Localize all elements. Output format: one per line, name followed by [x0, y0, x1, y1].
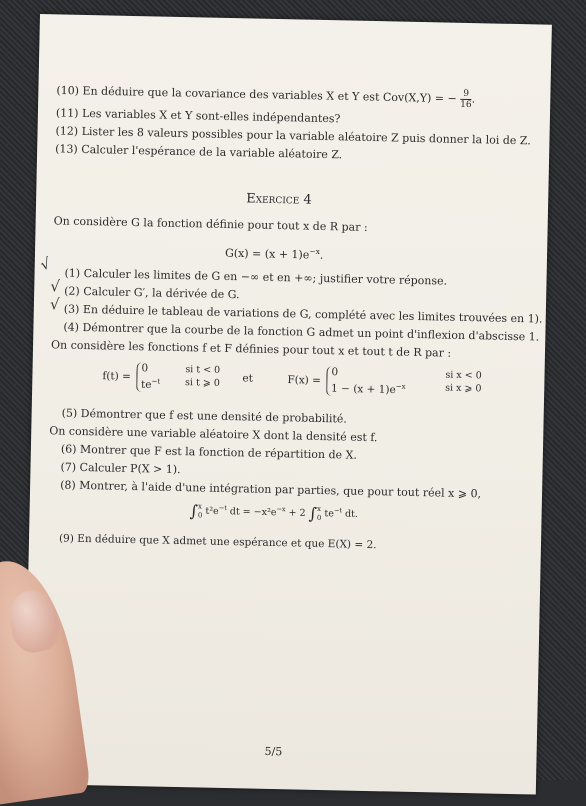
ipp-equals: dt = −x²e [226, 506, 277, 519]
question-text: En déduire que X admet une espérance et que E(X) = 2. [77, 532, 377, 552]
piece-base: te [140, 378, 152, 391]
question-number: (11) [55, 106, 79, 120]
ipp-rhs: te [324, 508, 335, 520]
piece-value [141, 375, 163, 392]
question-text: Démontrer que f est une densité de probabilité. [80, 406, 348, 426]
question-number: (2) [64, 284, 80, 298]
piece-condition: si x ⩾ 0 [445, 382, 482, 395]
question-number: (8) [60, 478, 76, 492]
question-number: (7) [60, 460, 77, 474]
question-number: (4) [63, 320, 80, 334]
fraction-numerator: 9 [460, 89, 472, 100]
handwritten-check-icon: √ [49, 295, 60, 314]
exam-page [24, 14, 552, 795]
piece-value: 0 [331, 366, 339, 379]
question-text: Calculer G′, la dérivée de G. [83, 284, 240, 302]
question-10 [56, 80, 475, 110]
question-9 [59, 533, 377, 553]
question-number: (1) [64, 266, 81, 280]
question-text: En déduire le tableau de variations de G, complété avec les limites trouvées en 1). [82, 302, 543, 326]
question-text: Les variables X et Y sont-elles indépendantes? [81, 106, 341, 126]
piece-base: 1 − (x + 1)e [330, 382, 396, 397]
question-number: (12) [55, 124, 79, 138]
formula-f-lhs: f(t) = [102, 370, 131, 383]
integral-bounds [198, 502, 203, 520]
intro-X: On considère une variable aléatoire X dont la densité est f. [49, 424, 378, 445]
question-text: Démontrer que la courbe de la fonction G admet un point d'inflexion d'abscisse 1. [82, 320, 540, 344]
ipp-lhs: t²e [205, 505, 219, 518]
intro-G: On considère G la fonction définie pour tout x de R par : [53, 214, 368, 234]
question-number: (9) [58, 532, 75, 545]
formula-G-tail: . [319, 248, 324, 262]
question-5 [62, 407, 347, 426]
piece-value [331, 379, 423, 397]
and-word: et [242, 372, 253, 385]
question-text: En déduire que la covariance des variables X et Y est Cov(X,Y) = − [82, 84, 457, 106]
question-number: (6) [60, 442, 77, 456]
integral-sign: ∫ [189, 501, 199, 521]
formula-G-main: G(x) = (x + 1)e [224, 246, 310, 262]
question-6 [61, 443, 357, 462]
fraction-denominator: 16 [460, 99, 472, 111]
question-text: Calculer P(X > 1). [79, 460, 181, 477]
question-text: Calculer les limites de G en −∞ et en +∞; justifier votre réponse. [83, 266, 448, 288]
question-text: Lister les 8 valeurs possibles pour la variable aléatoire Z puis donner la loi de Z. [81, 124, 531, 148]
question-text: Calculer l'espérance de la variable aléatoire Z. [81, 142, 343, 162]
question-text: Montrer que F est la fonction de répartition de X. [79, 442, 358, 462]
piece-condition: si x < 0 [445, 369, 482, 382]
ipp-lhs-exp: −t [218, 503, 227, 513]
ipp-formula [189, 501, 358, 523]
piece-value: 0 [141, 362, 149, 375]
formula-F-lhs: F(x) = [287, 374, 322, 387]
question-1 [64, 267, 447, 288]
question-2 [64, 285, 240, 302]
formula-f [102, 361, 220, 393]
exercise-title: Exercice 4 [246, 191, 312, 208]
ipp-tail: dt. [341, 508, 359, 520]
piece-exponent: −t [151, 377, 161, 386]
formula-G [225, 243, 324, 262]
question-11 [56, 106, 341, 125]
integral-bounds [317, 505, 322, 523]
piece-condition: si t ⩾ 0 [184, 377, 220, 389]
piecewise-f [136, 362, 220, 393]
intro-f-F: On considère les fonctions f et F définies pour tout x et tout t de R par : [50, 338, 452, 360]
lower-bound: 0 [197, 511, 203, 520]
question-8 [60, 479, 481, 501]
page-number: 5/5 [264, 744, 283, 759]
integral-sign: ∫ [308, 503, 318, 524]
question-number: (5) [61, 406, 78, 420]
question-7 [60, 461, 180, 477]
handwritten-check-icon: √ [38, 254, 53, 275]
question-number: (13) [55, 142, 78, 156]
piece-exponent: −x [395, 382, 406, 391]
upper-bound: x [316, 504, 322, 513]
piece-condition: si t < 0 [185, 364, 221, 376]
upper-bound: x [197, 502, 203, 511]
piecewise-F [326, 366, 482, 399]
question-number: (3) [63, 302, 80, 316]
handwritten-check-icon: √ [50, 277, 61, 296]
lower-bound: 0 [316, 513, 322, 522]
question-text: Montrer, à l'aide d'une intégration par parties, que pour tout réel x ⩾ 0, [79, 478, 482, 501]
formula-F [287, 365, 482, 399]
question-13 [55, 142, 342, 161]
question-tail: . [471, 92, 476, 106]
fraction [460, 89, 472, 110]
ipp-plus: + 2 [285, 507, 306, 519]
ipp-mid-exp: −x [276, 505, 286, 514]
question-number: (10) [56, 83, 80, 98]
ipp-rhs-exp: −t [333, 506, 343, 515]
formula-G-exponent: −x [309, 246, 320, 256]
